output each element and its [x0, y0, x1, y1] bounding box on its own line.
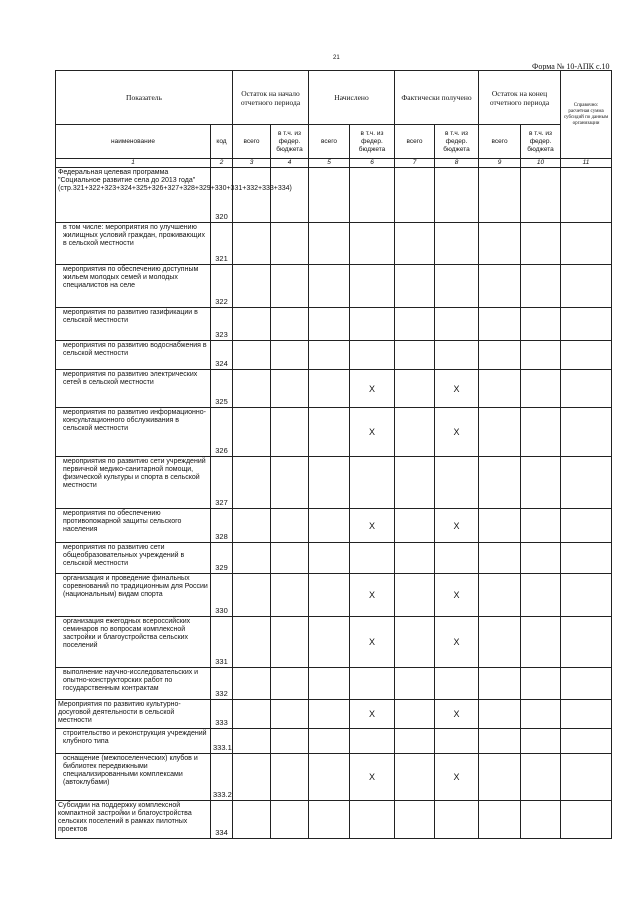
empty-cell	[521, 700, 561, 729]
empty-cell	[521, 801, 561, 839]
cell-x-mark	[435, 543, 479, 574]
cell-x-mark	[350, 223, 395, 265]
empty-cell	[271, 543, 309, 574]
row-name: мероприятия по развитию информационно-консультационного обслуживания в сельской местности	[56, 408, 211, 457]
row-name: организация и проведение финальных соревнований по традиционным для России (национальным) видам спорта	[56, 574, 211, 617]
header-balance-end: Остаток на конец отчетного периода	[479, 71, 561, 125]
empty-cell	[233, 341, 271, 370]
header-federal-10: в т.ч. из федер. бюджета	[521, 125, 561, 159]
empty-cell	[271, 754, 309, 801]
empty-cell	[233, 509, 271, 543]
row-code: 334	[211, 801, 233, 839]
empty-cell	[561, 617, 612, 668]
table-row	[56, 801, 612, 839]
col-number: 1	[56, 159, 211, 168]
empty-cell	[309, 509, 350, 543]
row-code: 326	[211, 408, 233, 457]
cell-x-mark: X	[350, 408, 395, 457]
empty-cell	[233, 574, 271, 617]
empty-cell	[479, 308, 521, 341]
table-row	[56, 308, 612, 341]
row-code: 328	[211, 509, 233, 543]
header-accrued: Начислено	[309, 71, 395, 125]
cell-x-mark: X	[350, 617, 395, 668]
header-indicator: Показатель	[56, 71, 233, 125]
row-name: мероприятия по развитию газификации в сельской местности	[56, 308, 211, 341]
empty-cell	[521, 370, 561, 408]
col-number: 6	[350, 159, 395, 168]
empty-cell	[395, 308, 435, 341]
table-row	[56, 509, 612, 543]
table-row	[56, 668, 612, 700]
row-code: 320	[211, 168, 233, 223]
empty-cell	[479, 574, 521, 617]
empty-cell	[395, 341, 435, 370]
table-row	[56, 223, 612, 265]
empty-cell	[309, 370, 350, 408]
empty-cell	[521, 223, 561, 265]
empty-cell	[561, 729, 612, 754]
empty-cell	[521, 617, 561, 668]
empty-cell	[309, 754, 350, 801]
empty-cell	[395, 408, 435, 457]
cell-x-mark	[350, 168, 395, 223]
cell-x-mark	[435, 168, 479, 223]
empty-cell	[309, 408, 350, 457]
col-number: 9	[479, 159, 521, 168]
empty-cell	[521, 168, 561, 223]
cell-x-mark	[350, 457, 395, 509]
empty-cell	[521, 543, 561, 574]
empty-cell	[271, 408, 309, 457]
empty-cell	[271, 509, 309, 543]
empty-cell	[395, 168, 435, 223]
cell-x-mark: X	[350, 509, 395, 543]
empty-cell	[395, 700, 435, 729]
table-row	[56, 700, 612, 729]
table-row	[56, 754, 612, 801]
empty-cell	[309, 341, 350, 370]
empty-cell	[233, 370, 271, 408]
empty-cell	[561, 574, 612, 617]
table-row	[56, 408, 612, 457]
empty-cell	[233, 617, 271, 668]
page-number: 21	[333, 55, 340, 61]
empty-cell	[233, 408, 271, 457]
header-reference: Справочно: расчетная сумма субсидий по данным организации	[561, 71, 612, 159]
empty-cell	[271, 574, 309, 617]
cell-x-mark: X	[435, 370, 479, 408]
empty-cell	[309, 457, 350, 509]
header-row-2	[56, 125, 612, 159]
empty-cell	[521, 408, 561, 457]
empty-cell	[479, 668, 521, 700]
cell-x-mark	[350, 543, 395, 574]
empty-cell	[309, 617, 350, 668]
table-row	[56, 341, 612, 370]
empty-cell	[521, 574, 561, 617]
cell-x-mark: X	[435, 754, 479, 801]
cell-x-mark	[350, 801, 395, 839]
header-code: код	[211, 125, 233, 159]
empty-cell	[271, 617, 309, 668]
empty-cell	[233, 729, 271, 754]
row-name: мероприятия по развитию электрических сетей в сельской местности	[56, 370, 211, 408]
cell-x-mark	[435, 668, 479, 700]
cell-x-mark	[435, 223, 479, 265]
cell-x-mark: X	[435, 700, 479, 729]
cell-x-mark: X	[435, 574, 479, 617]
empty-cell	[521, 457, 561, 509]
cell-x-mark	[435, 265, 479, 308]
column-numbers-row	[56, 159, 612, 168]
table-row	[56, 457, 612, 509]
empty-cell	[395, 543, 435, 574]
table-row	[56, 370, 612, 408]
cell-x-mark	[350, 308, 395, 341]
empty-cell	[479, 754, 521, 801]
cell-x-mark	[350, 341, 395, 370]
cell-x-mark: X	[435, 408, 479, 457]
empty-cell	[521, 754, 561, 801]
row-code: 333.2	[211, 754, 233, 801]
empty-cell	[561, 408, 612, 457]
empty-cell	[233, 168, 271, 223]
row-name: выполнение научно-исследовательских и опытно-конструкторских работ по государственным контрактам	[56, 668, 211, 700]
empty-cell	[521, 265, 561, 308]
cell-x-mark: X	[435, 617, 479, 668]
empty-cell	[395, 668, 435, 700]
col-number: 7	[395, 159, 435, 168]
empty-cell	[561, 543, 612, 574]
empty-cell	[395, 509, 435, 543]
empty-cell	[309, 700, 350, 729]
empty-cell	[271, 801, 309, 839]
empty-cell	[521, 729, 561, 754]
empty-cell	[479, 801, 521, 839]
cell-x-mark: X	[350, 754, 395, 801]
cell-x-mark: X	[350, 574, 395, 617]
row-name: в том числе: мероприятия по улучшению жилищных условий граждан, проживающих в сельской местности	[56, 223, 211, 265]
row-name: мероприятия по обеспечению доступным жильем молодых семей и молодых специалистов на селе	[56, 265, 211, 308]
empty-cell	[561, 801, 612, 839]
empty-cell	[395, 457, 435, 509]
empty-cell	[479, 265, 521, 308]
empty-cell	[309, 574, 350, 617]
empty-cell	[233, 457, 271, 509]
empty-cell	[479, 223, 521, 265]
cell-x-mark	[435, 801, 479, 839]
empty-cell	[271, 370, 309, 408]
header-total-9: всего	[479, 125, 521, 159]
cell-x-mark	[435, 457, 479, 509]
row-name: Федеральная целевая программа "Социальное развитие села до 2013 года" (стр.321+322+323+324+325+326+327+328+329+330+331+332+333+334)	[56, 168, 211, 223]
empty-cell	[309, 168, 350, 223]
row-name: мероприятия по обеспечению противопожарной защиты сельского населения	[56, 509, 211, 543]
empty-cell	[309, 308, 350, 341]
empty-cell	[233, 265, 271, 308]
empty-cell	[561, 457, 612, 509]
row-code: 325	[211, 370, 233, 408]
empty-cell	[521, 509, 561, 543]
empty-cell	[233, 308, 271, 341]
row-code: 333	[211, 700, 233, 729]
empty-cell	[271, 457, 309, 509]
col-number: 2	[211, 159, 233, 168]
empty-cell	[479, 370, 521, 408]
empty-cell	[479, 617, 521, 668]
col-number: 3	[233, 159, 271, 168]
table-row	[56, 617, 612, 668]
header-balance-start: Остаток на начало отчетного периода	[233, 71, 309, 125]
empty-cell	[561, 754, 612, 801]
empty-cell	[561, 509, 612, 543]
empty-cell	[271, 168, 309, 223]
empty-cell	[271, 729, 309, 754]
empty-cell	[309, 801, 350, 839]
col-number: 4	[271, 159, 309, 168]
row-code: 329	[211, 543, 233, 574]
cell-x-mark	[350, 265, 395, 308]
empty-cell	[479, 168, 521, 223]
header-federal-8: в т.ч. из федер. бюджета	[435, 125, 479, 159]
empty-cell	[561, 341, 612, 370]
empty-cell	[561, 370, 612, 408]
empty-cell	[233, 223, 271, 265]
empty-cell	[479, 408, 521, 457]
empty-cell	[561, 223, 612, 265]
row-name: организация ежегодных всероссийских семинаров по вопросам комплексной застройки и благоустройства сельских поселений	[56, 617, 211, 668]
row-code: 324	[211, 341, 233, 370]
empty-cell	[309, 265, 350, 308]
row-code: 330	[211, 574, 233, 617]
empty-cell	[395, 729, 435, 754]
empty-cell	[479, 700, 521, 729]
empty-cell	[479, 729, 521, 754]
cell-x-mark	[435, 308, 479, 341]
cell-x-mark	[435, 729, 479, 754]
empty-cell	[395, 223, 435, 265]
table-row	[56, 543, 612, 574]
empty-cell	[271, 265, 309, 308]
cell-x-mark: X	[350, 370, 395, 408]
header-total-3: всего	[233, 125, 271, 159]
row-name: мероприятия по развитию водоснабжения в сельской местности	[56, 341, 211, 370]
table-row	[56, 265, 612, 308]
empty-cell	[395, 801, 435, 839]
empty-cell	[561, 168, 612, 223]
empty-cell	[561, 700, 612, 729]
empty-cell	[271, 223, 309, 265]
row-code: 322	[211, 265, 233, 308]
row-code: 323	[211, 308, 233, 341]
header-total-7: всего	[395, 125, 435, 159]
empty-cell	[233, 668, 271, 700]
empty-cell	[233, 700, 271, 729]
empty-cell	[395, 754, 435, 801]
header-row-1	[56, 71, 612, 125]
empty-cell	[233, 543, 271, 574]
empty-cell	[561, 668, 612, 700]
row-code: 332	[211, 668, 233, 700]
row-name: мероприятия по развитию сети общеобразовательных учреждений в сельской местности	[56, 543, 211, 574]
empty-cell	[271, 341, 309, 370]
empty-cell	[309, 543, 350, 574]
empty-cell	[395, 574, 435, 617]
cell-x-mark: X	[435, 509, 479, 543]
empty-cell	[271, 668, 309, 700]
empty-cell	[395, 370, 435, 408]
cell-x-mark	[350, 729, 395, 754]
empty-cell	[561, 308, 612, 341]
cell-x-mark	[435, 341, 479, 370]
empty-cell	[521, 308, 561, 341]
row-code: 327	[211, 457, 233, 509]
empty-cell	[395, 265, 435, 308]
header-total-5: всего	[309, 125, 350, 159]
empty-cell	[479, 457, 521, 509]
col-number: 10	[521, 159, 561, 168]
empty-cell	[521, 341, 561, 370]
header-federal-6: в т.ч. из федер. бюджета	[350, 125, 395, 159]
cell-x-mark	[350, 668, 395, 700]
empty-cell	[395, 617, 435, 668]
empty-cell	[479, 509, 521, 543]
row-name: строительство и реконструкция учреждений клубного типа	[56, 729, 211, 754]
empty-cell	[233, 801, 271, 839]
table-row	[56, 574, 612, 617]
col-number: 5	[309, 159, 350, 168]
empty-cell	[271, 700, 309, 729]
row-name: Субсидии на поддержку комплексной компактной застройки и благоустройства сельских поселений в рамках пилотных проектов	[56, 801, 211, 839]
row-name: Мероприятия по развитию культурно-досуговой деятельности в сельской местности	[56, 700, 211, 729]
form-number: Форма № 10-АПК с.10	[532, 62, 610, 71]
empty-cell	[309, 223, 350, 265]
row-name: мероприятия по развитию сети учреждений первичной медико-санитарной помощи, физической культуры и спорта в сельской местности	[56, 457, 211, 509]
row-code: 321	[211, 223, 233, 265]
table-row	[56, 729, 612, 754]
empty-cell	[479, 341, 521, 370]
empty-cell	[233, 754, 271, 801]
header-federal-4: в т.ч. из федер. бюджета	[271, 125, 309, 159]
header-received: Фактически получено	[395, 71, 479, 125]
col-number: 11	[561, 159, 612, 168]
empty-cell	[271, 308, 309, 341]
empty-cell	[561, 265, 612, 308]
report-table	[55, 70, 612, 839]
cell-x-mark: X	[350, 700, 395, 729]
row-code: 331	[211, 617, 233, 668]
empty-cell	[479, 543, 521, 574]
empty-cell	[309, 668, 350, 700]
header-name: наименование	[56, 125, 211, 159]
col-number: 8	[435, 159, 479, 168]
table-row	[56, 168, 612, 223]
row-name: оснащение (межпоселенческих) клубов и библиотек передвижными специализированными комплексами (автоклубами)	[56, 754, 211, 801]
empty-cell	[521, 668, 561, 700]
empty-cell	[309, 729, 350, 754]
row-code: 333.1	[211, 729, 233, 754]
